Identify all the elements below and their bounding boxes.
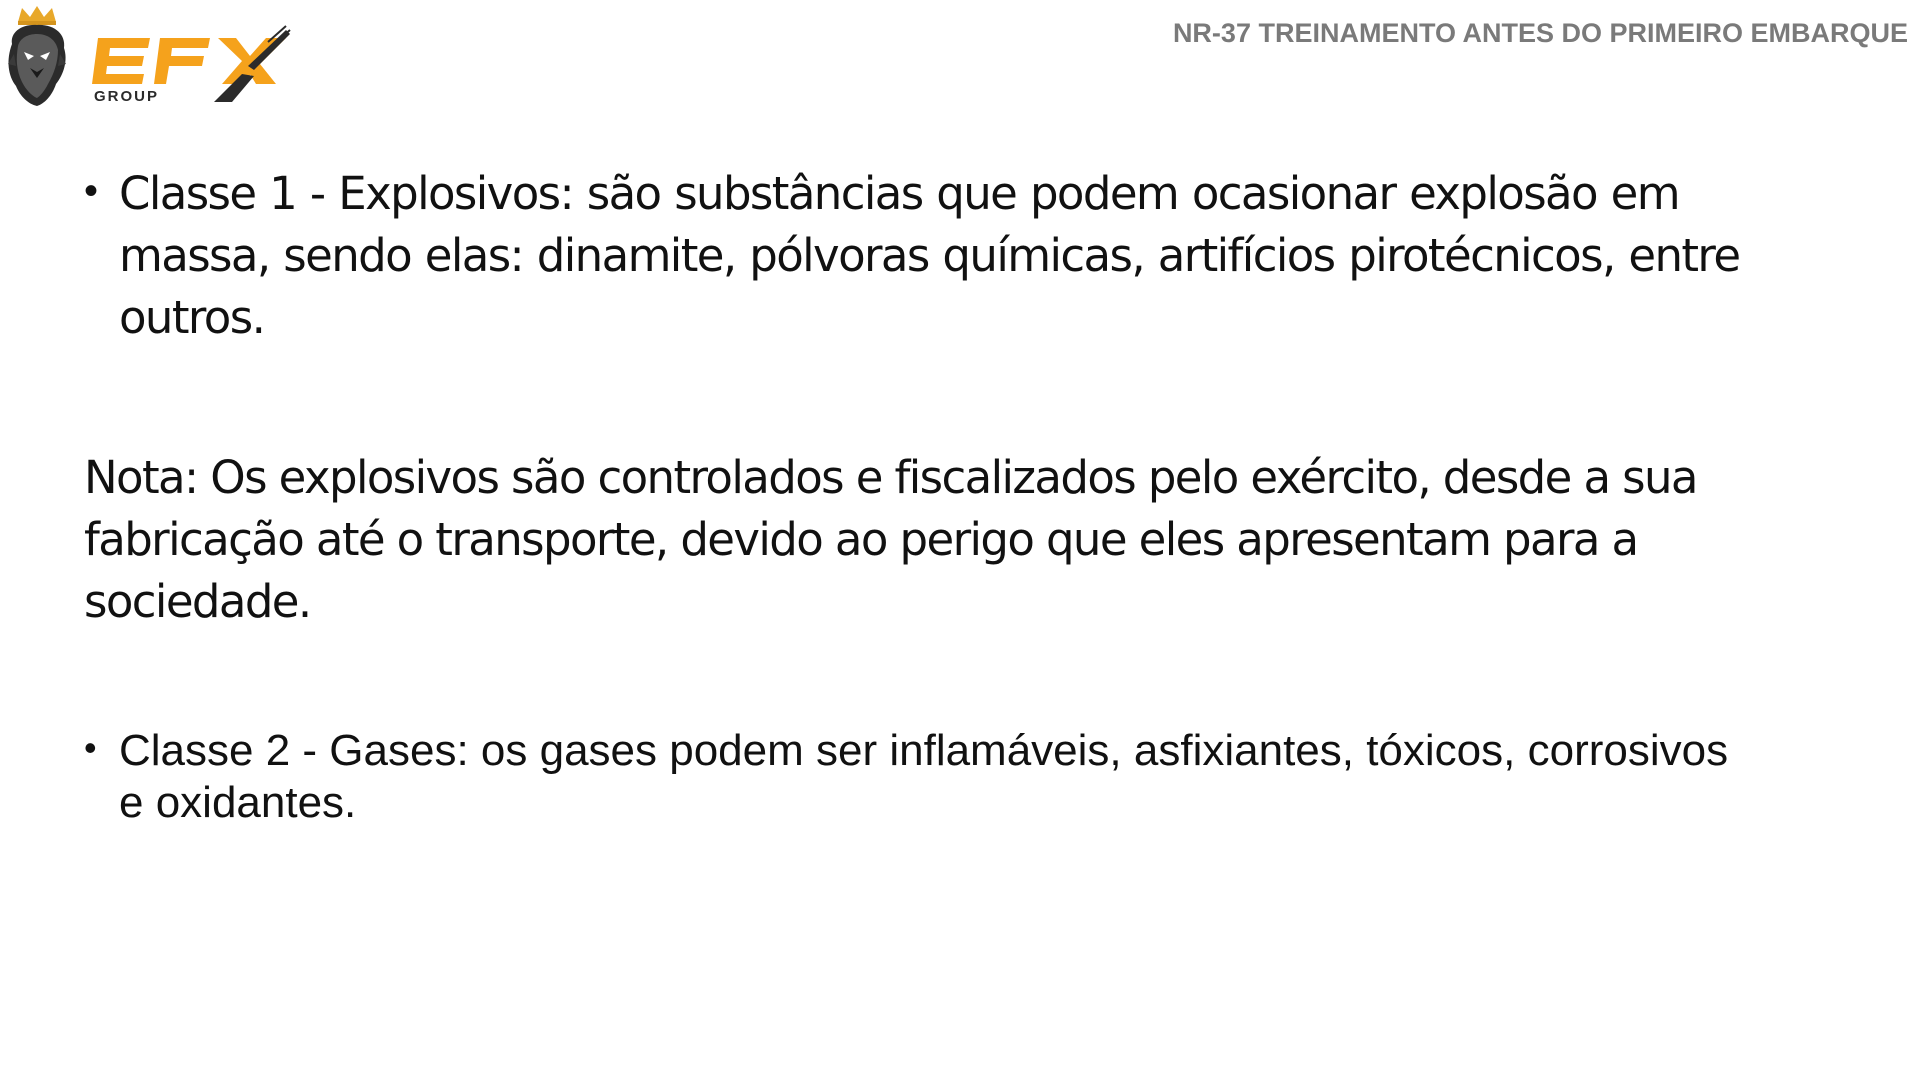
bullet-text-classe-1: Classe 1 - Explosivos: são substâncias que podem ocasionar explosão em massa, sendo elas: dinamite, pólvoras químicas, artifícios pirotécnicos, entre outros. <box>119 167 1740 344</box>
bullet-text-classe-2: Classe 2 - Gases: os gases podem ser inflamáveis, asfixiantes, tóxicos, corrosivos e oxidantes. <box>119 726 1729 827</box>
note-paragraph: Nota: Os explosivos são controlados e fiscalizados pelo exército, desde a sua fabricação até o transporte, devido ao perigo que eles apresentam para a sociedade. <box>84 451 1697 628</box>
bullet-dot: • <box>84 727 97 768</box>
bullet-item-classe-1 <box>84 163 1824 349</box>
svg-text:GROUP: GROUP <box>94 88 160 105</box>
header-title: NR-37 TREINAMENTO ANTES DO PRIMEIRO EMBARQUE <box>1172 18 1908 48</box>
bullet-item-classe-2 <box>84 725 1824 829</box>
bullet-dot: • <box>84 169 99 213</box>
lion-crown-icon <box>4 4 294 108</box>
efx-group-logo <box>4 4 294 108</box>
